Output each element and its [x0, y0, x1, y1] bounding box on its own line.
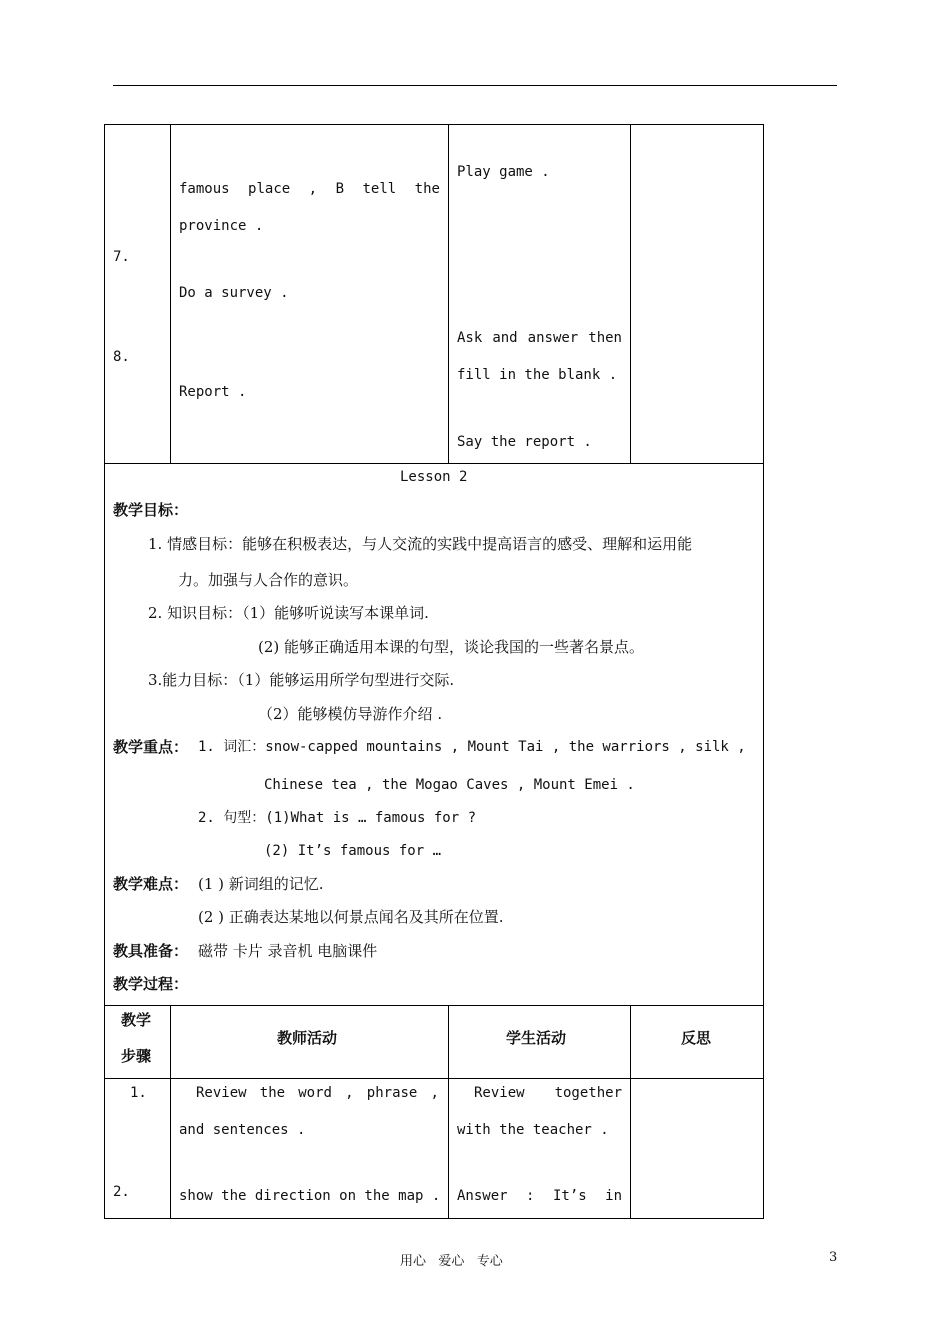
student-activity-line: fill in the blank .: [457, 367, 618, 383]
teacher-activity-line: Report .: [179, 384, 247, 400]
difficulties-label: 教学难点：: [113, 875, 189, 893]
objective-line: 力。加强与人合作的意识。: [178, 571, 359, 589]
objective-line: (2) 能够正确适用本课的句型，谈论我国的一些著名景点。: [258, 638, 645, 656]
teacher-activity-line: famous place , B tell the: [179, 181, 440, 197]
step-number-8: 8.: [113, 349, 130, 365]
col-divider: [448, 124, 449, 463]
objective-line: 1. 情感目标：能够在积极表达，与人交流的实践中提高语言的感受、理解和运用能: [148, 535, 693, 553]
header-step: 教学: [121, 1011, 152, 1029]
key-point-line: 1. 词汇：snow-capped mountains , Mount Tai , the warriors , silk ,: [198, 739, 746, 755]
teacher-activity-line: Review the word , phrase ,: [196, 1085, 439, 1101]
key-point-line: Chinese tea , the Mogao Caves , Mount Emei .: [264, 777, 635, 793]
objectives-label: 教学目标：: [113, 501, 189, 519]
student-activity-line: Say the report .: [457, 434, 592, 450]
tools-label: 教具准备：: [113, 942, 189, 960]
key-point-line: 2. 句型：(1)What is … famous for ?: [198, 810, 477, 826]
col-divider: [170, 1005, 171, 1219]
step-number-2: 2.: [113, 1184, 130, 1200]
row-divider: [104, 1005, 764, 1006]
col-divider: [630, 124, 631, 463]
header-reflection: 反思: [681, 1029, 712, 1047]
student-activity-line: Ask and answer then: [457, 330, 622, 346]
col-divider: [630, 1005, 631, 1219]
key-points-label: 教学重点：: [113, 738, 189, 756]
col-divider: [448, 1005, 449, 1219]
process-label: 教学过程：: [113, 975, 189, 993]
header-teacher-activity: 教师活动: [277, 1029, 338, 1047]
row-divider: [104, 1078, 764, 1079]
teacher-activity-line: province .: [179, 218, 264, 234]
student-activity-line: Play game .: [457, 164, 550, 180]
row-divider: [104, 463, 764, 464]
teacher-activity-line: show the direction on the map .: [179, 1188, 441, 1204]
objective-line: 2. 知识目标：（1）能够听说读写本课单词.: [148, 604, 429, 622]
student-activity-line: Review together: [474, 1085, 622, 1101]
student-activity-line: Answer : It’s in: [457, 1188, 622, 1204]
student-activity-line: with the teacher .: [457, 1122, 609, 1138]
step-number-1: 1.: [130, 1085, 147, 1101]
teacher-activity-line: and sentences .: [179, 1122, 306, 1138]
header-student-activity: 学生活动: [506, 1029, 567, 1047]
tools-text: 磁带 卡片 录音机 电脑课件: [198, 942, 378, 960]
step-number-7: 7.: [113, 249, 130, 265]
difficulty-line: (1 ) 新词组的记忆.: [198, 875, 324, 893]
objective-line: 3.能力目标：（1）能够运用所学句型进行交际.: [148, 671, 455, 689]
page-number: 3: [829, 1250, 838, 1265]
header-rule: [113, 85, 837, 86]
footer-motto: 用心 爱心 专心: [400, 1254, 503, 1269]
difficulty-line: (2 ) 正确表达某地以何景点闻名及其所在位置.: [198, 908, 504, 926]
col-divider: [170, 124, 171, 463]
key-point-line: (2) It’s famous for …: [264, 843, 442, 859]
lesson-title: Lesson 2: [400, 469, 468, 485]
header-step: 步骤: [121, 1047, 152, 1065]
objective-line: （2）能够模仿导游作介绍 .: [258, 705, 443, 723]
teacher-activity-line: Do a survey .: [179, 285, 289, 301]
